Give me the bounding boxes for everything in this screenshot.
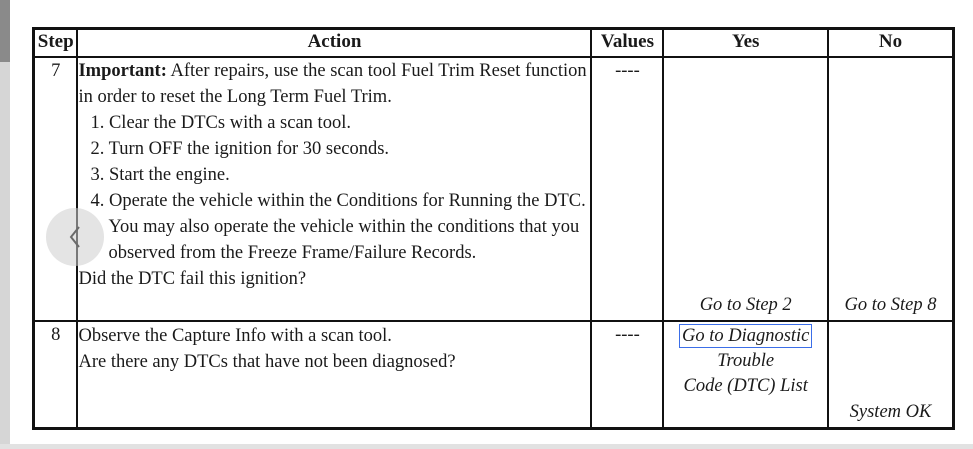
viewer-scrollbar[interactable] [0,0,10,449]
viewer-bottom-edge [0,444,973,449]
system-ok-text: System OK [849,402,932,422]
table-row [34,57,954,321]
previous-page-button[interactable] [46,208,104,266]
list-item: 4. Operate the vehicle within the Conditions for Running the DTC. You may also operate the vehicle within the conditions that you observed from the Freeze Frame/Failure Records. [90,191,586,263]
procedure-steps [78,110,590,266]
no-cell [828,321,954,429]
no-cell [828,57,954,321]
values-cell: ---- [591,57,663,321]
yes-line: Code (DTC) List [683,376,808,396]
no-goto-link[interactable]: Go to Step 8 [844,295,937,315]
action-cell [77,57,591,321]
important-label: Important: [78,61,167,81]
table-header-row [34,29,954,58]
chevron-left-icon [67,224,83,250]
yes-line: Trouble [717,351,775,371]
scrollbar-thumb[interactable] [0,0,10,62]
list-item: 3. Start the engine. [90,165,230,185]
important-note [78,58,590,110]
yes-cell [663,57,828,321]
action-text: Observe the Capture Info with a scan tool. [78,326,392,346]
yes-goto-link[interactable]: Go to Step 2 [699,295,792,315]
step-number: 7 [34,57,78,321]
header-action: Action [77,29,591,58]
header-step: Step [34,29,78,58]
action-cell [77,321,591,429]
table-row [34,321,954,429]
list-item: 2. Turn OFF the ignition for 30 seconds. [90,139,390,159]
important-text: After repairs, use the scan tool Fuel Trim Reset function in order to reset the Long Term Fuel Trim. [78,61,587,107]
header-yes: Yes [663,29,828,58]
question-text: Did the DTC fail this ignition? [78,269,307,289]
diagnostic-table [32,27,955,430]
list-item: 1. Clear the DTCs with a scan tool. [90,113,351,133]
values-cell: ---- [591,321,663,429]
header-no: No [828,29,954,58]
diagnostic-link[interactable]: Go to Diagnostic [679,324,812,348]
question-text: Are there any DTCs that have not been diagnosed? [78,352,456,372]
header-values: Values [591,29,663,58]
yes-cell [663,321,828,429]
step-number: 8 [34,321,78,429]
